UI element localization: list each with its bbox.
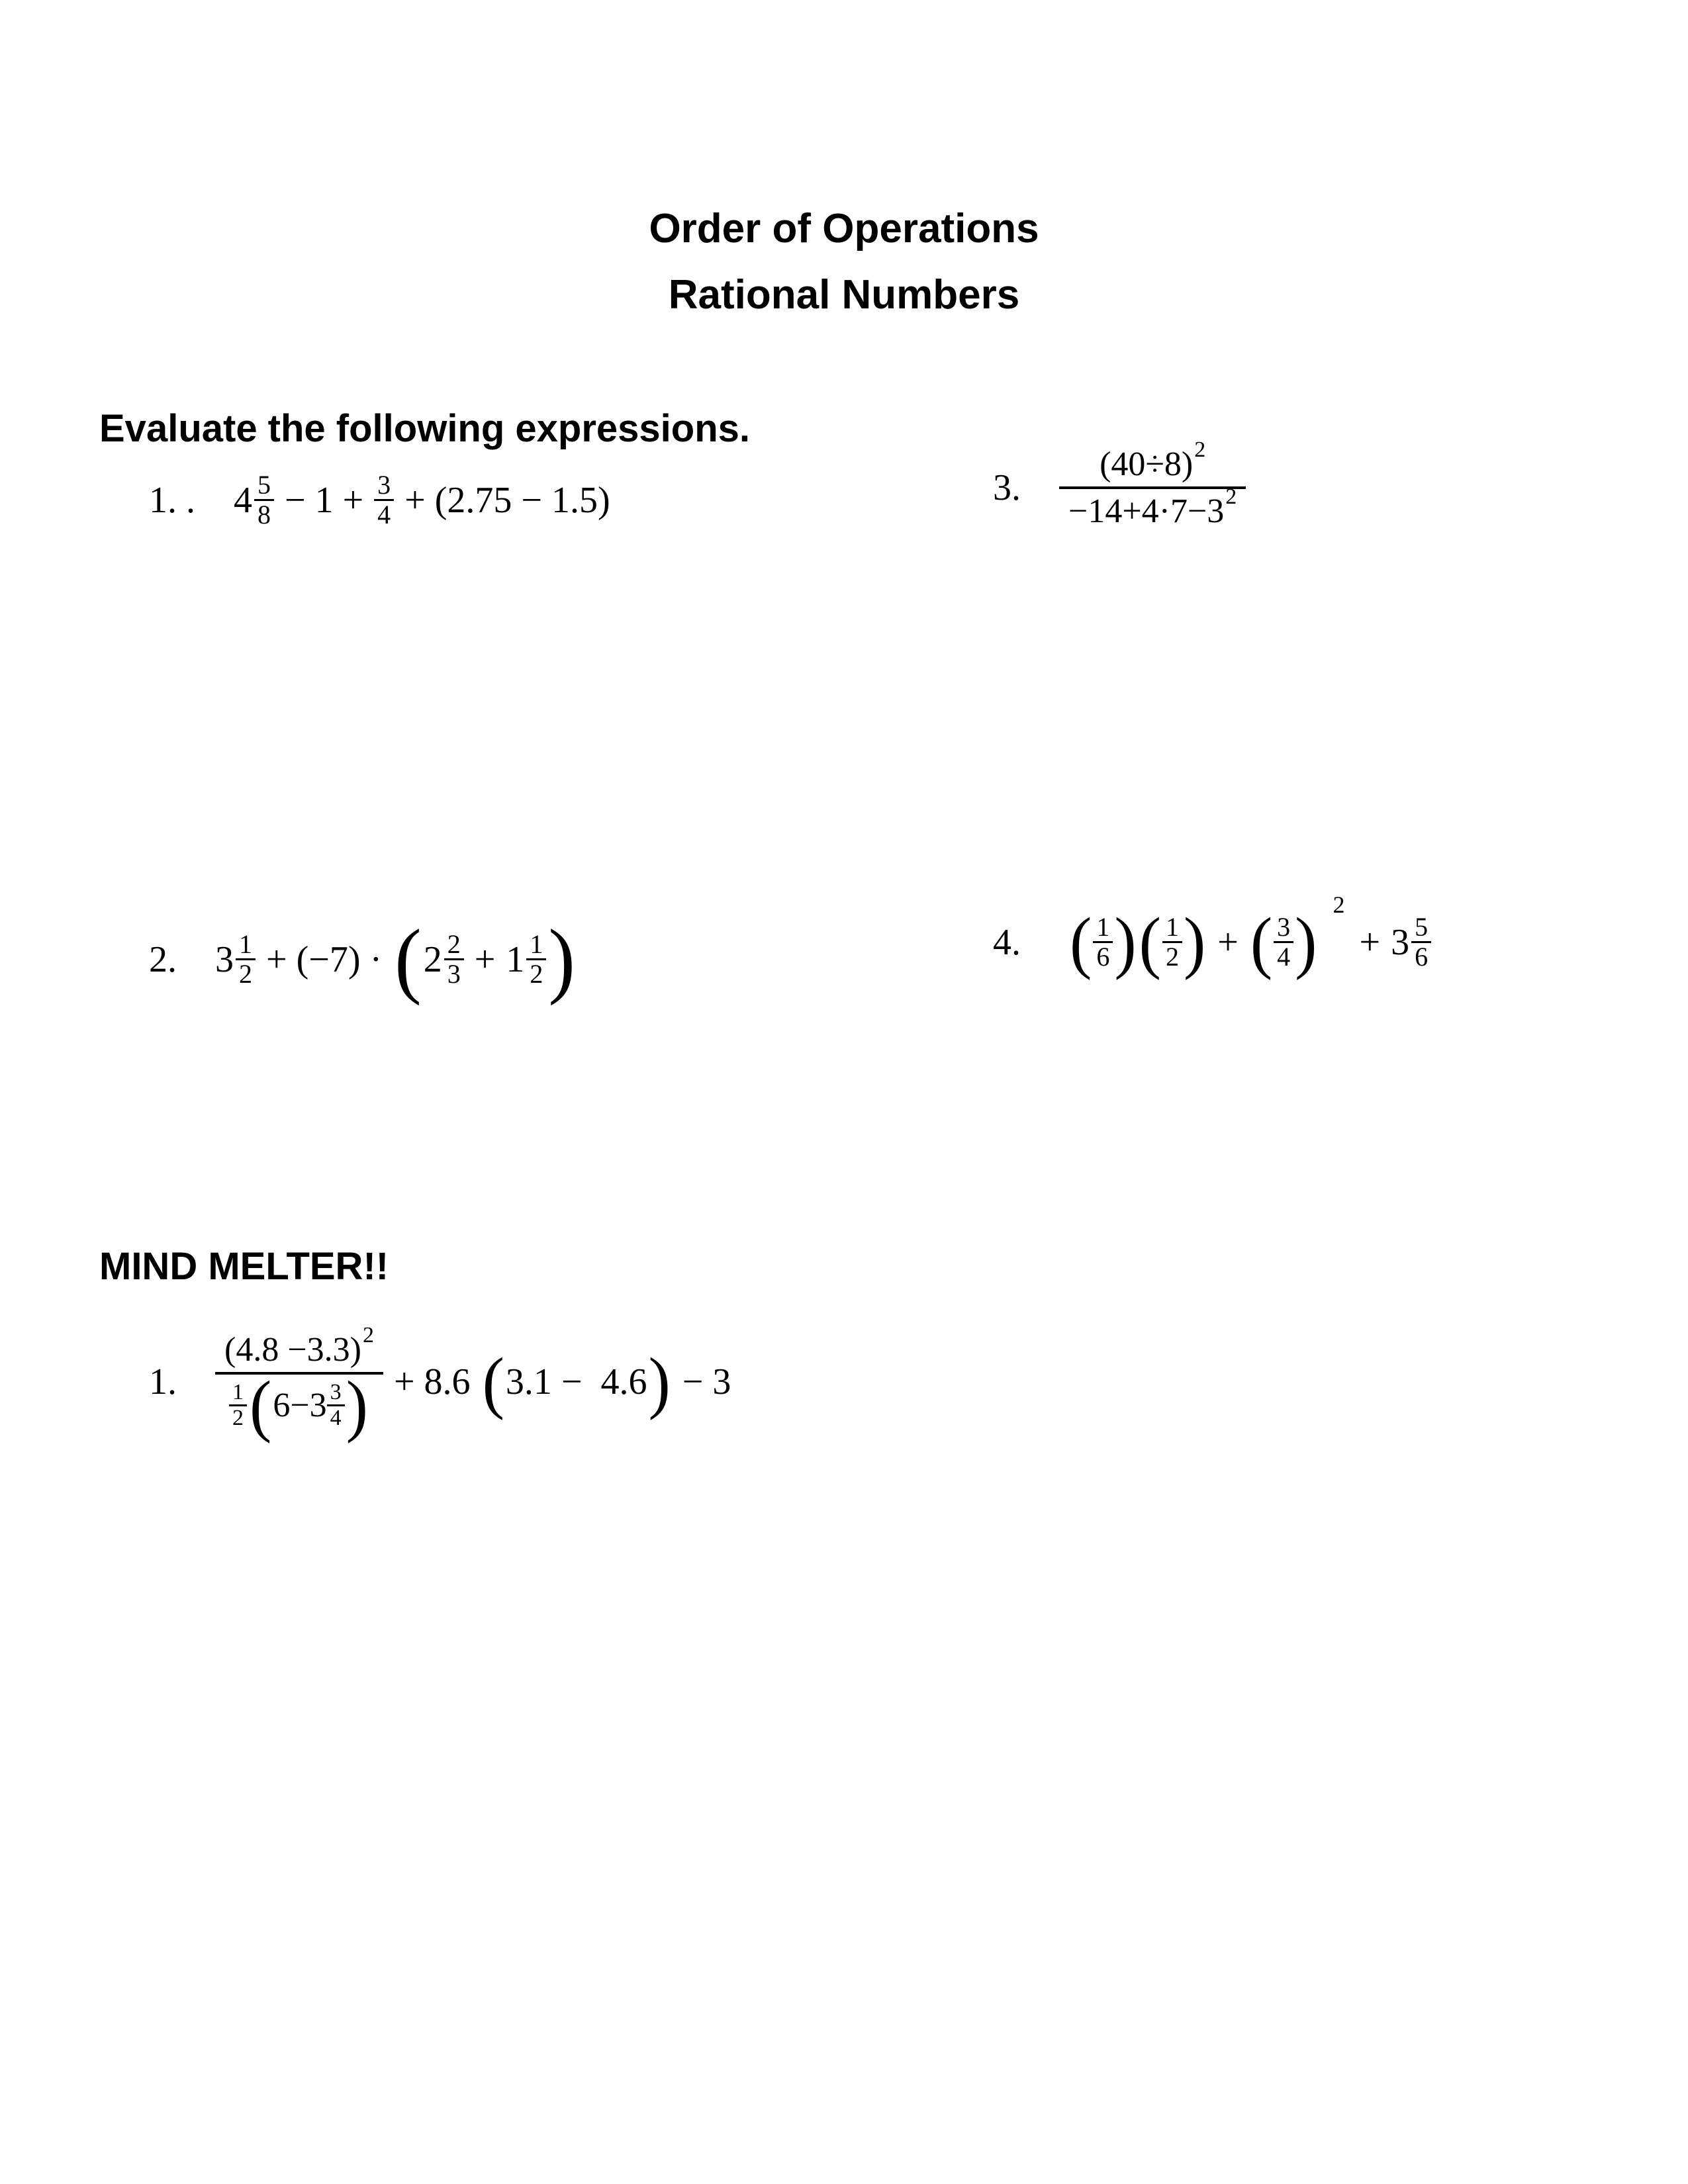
left-paren: ( <box>482 1343 504 1421</box>
big-fraction-denominator <box>1059 486 1246 533</box>
mixed-number <box>215 931 256 989</box>
fraction <box>1093 913 1113 972</box>
fraction-denominator: 6 <box>1411 941 1431 971</box>
right-paren: ) <box>1295 903 1317 981</box>
operator: + 8.6 <box>393 1361 471 1402</box>
problem-4 <box>993 891 1431 981</box>
left-paren: ( <box>395 912 422 1007</box>
operator: − 1 + <box>285 479 364 521</box>
problem-3 <box>993 437 1246 533</box>
fraction-denominator: 4 <box>374 499 394 529</box>
right-paren: ) <box>548 912 575 1007</box>
whole-number: 3 <box>1391 921 1410 963</box>
operator: + (−7) · <box>266 938 383 980</box>
operator: + <box>1359 921 1381 963</box>
fraction-denominator: 2 <box>229 1404 247 1430</box>
fraction-denominator: 3 <box>444 958 464 988</box>
whole-number: 4 <box>234 479 252 521</box>
mind-melter-heading: MIND MELTER!! <box>99 1245 389 1288</box>
operator: + <box>474 938 496 980</box>
big-fraction-denominator <box>215 1367 383 1444</box>
big-fraction-numerator <box>1059 437 1246 486</box>
mixed-number <box>234 471 274 529</box>
exponent: 2 <box>1333 891 1345 918</box>
mind-melter-1-label: 1. <box>149 1361 177 1402</box>
left-paren: ( <box>1070 903 1092 981</box>
tail-inner: 3.1 − 4.6 <box>505 1361 647 1402</box>
coefficient-fraction <box>229 1381 247 1430</box>
fraction-denominator: 2 <box>526 958 546 988</box>
left-paren: ( <box>250 1367 272 1444</box>
title-line-2: Rational Numbers <box>668 272 1020 318</box>
fraction-numerator: 1 <box>530 929 543 959</box>
big-fraction <box>215 1323 383 1444</box>
denominator-exponent: 2 <box>1225 484 1237 510</box>
left-paren: ( <box>1250 903 1273 981</box>
fraction-numerator: 1 <box>232 1379 244 1404</box>
fraction <box>526 931 546 989</box>
numerator-base: (40÷8) <box>1100 445 1194 483</box>
worksheet-title <box>0 196 1688 328</box>
fraction-denominator: 4 <box>1274 941 1293 971</box>
problem-1 <box>149 471 621 529</box>
right-paren: ) <box>648 1343 671 1421</box>
problem-3-label: 3. <box>993 467 1021 508</box>
denominator-inner: 6−3 <box>273 1387 327 1424</box>
mind-melter-problem-1 <box>149 1323 741 1444</box>
numerator-exponent: 2 <box>1194 437 1206 463</box>
right-paren: ) <box>346 1367 368 1444</box>
whole-number: 2 <box>423 938 442 980</box>
big-fraction <box>1059 437 1246 533</box>
fraction <box>254 471 274 529</box>
fraction <box>327 1381 345 1430</box>
mixed-number <box>506 931 546 989</box>
right-paren: ) <box>1183 903 1206 981</box>
paren-fraction-squared <box>1249 891 1345 981</box>
fraction-denominator: 8 <box>254 499 274 529</box>
whole-number: 3 <box>215 938 234 980</box>
denominator-base: −14+4·7−3 <box>1068 492 1225 530</box>
title-line-1: Order of Operations <box>649 206 1039 251</box>
mixed-number <box>1391 913 1431 972</box>
operator: + <box>1217 921 1239 963</box>
whole-number: 1 <box>506 938 525 980</box>
fraction-denominator: 6 <box>1093 941 1113 971</box>
fraction-numerator: 1 <box>239 929 252 959</box>
mixed-number <box>424 931 464 989</box>
fraction-denominator: 2 <box>1162 941 1182 971</box>
problem-4-label: 4. <box>993 921 1021 963</box>
fraction-numerator: 2 <box>447 929 461 959</box>
fraction-numerator: 1 <box>1096 912 1110 942</box>
operator: + (2.75 − 1.5) <box>404 479 610 521</box>
numerator-exponent: 2 <box>362 1323 374 1348</box>
fraction-numerator: 5 <box>1415 912 1429 942</box>
fraction-denominator: 2 <box>236 958 256 988</box>
problem-2-label: 2. <box>149 938 177 980</box>
operator: − 3 <box>682 1361 731 1402</box>
paren-fraction <box>1138 903 1207 981</box>
right-paren: ) <box>1114 903 1137 981</box>
fraction <box>236 931 256 989</box>
fraction-numerator: 5 <box>258 470 271 500</box>
problem-1-label: 1. . <box>149 479 195 521</box>
fraction-numerator: 3 <box>330 1379 342 1404</box>
problem-2 <box>149 912 577 1007</box>
fraction <box>1162 913 1182 972</box>
instructions-heading: Evaluate the following expressions. <box>99 407 751 450</box>
numerator-base: (4.8 −3.3) <box>224 1331 361 1369</box>
big-fraction-numerator <box>215 1323 383 1372</box>
fraction <box>1274 913 1293 972</box>
fraction-numerator: 3 <box>1277 912 1291 942</box>
fraction <box>374 471 394 529</box>
fraction <box>1411 913 1431 972</box>
fraction-denominator: 4 <box>327 1404 345 1430</box>
fraction-numerator: 3 <box>377 470 391 500</box>
paren-fraction <box>1068 903 1138 981</box>
left-paren: ( <box>1139 903 1161 981</box>
fraction-numerator: 1 <box>1165 912 1179 942</box>
fraction <box>444 931 464 989</box>
